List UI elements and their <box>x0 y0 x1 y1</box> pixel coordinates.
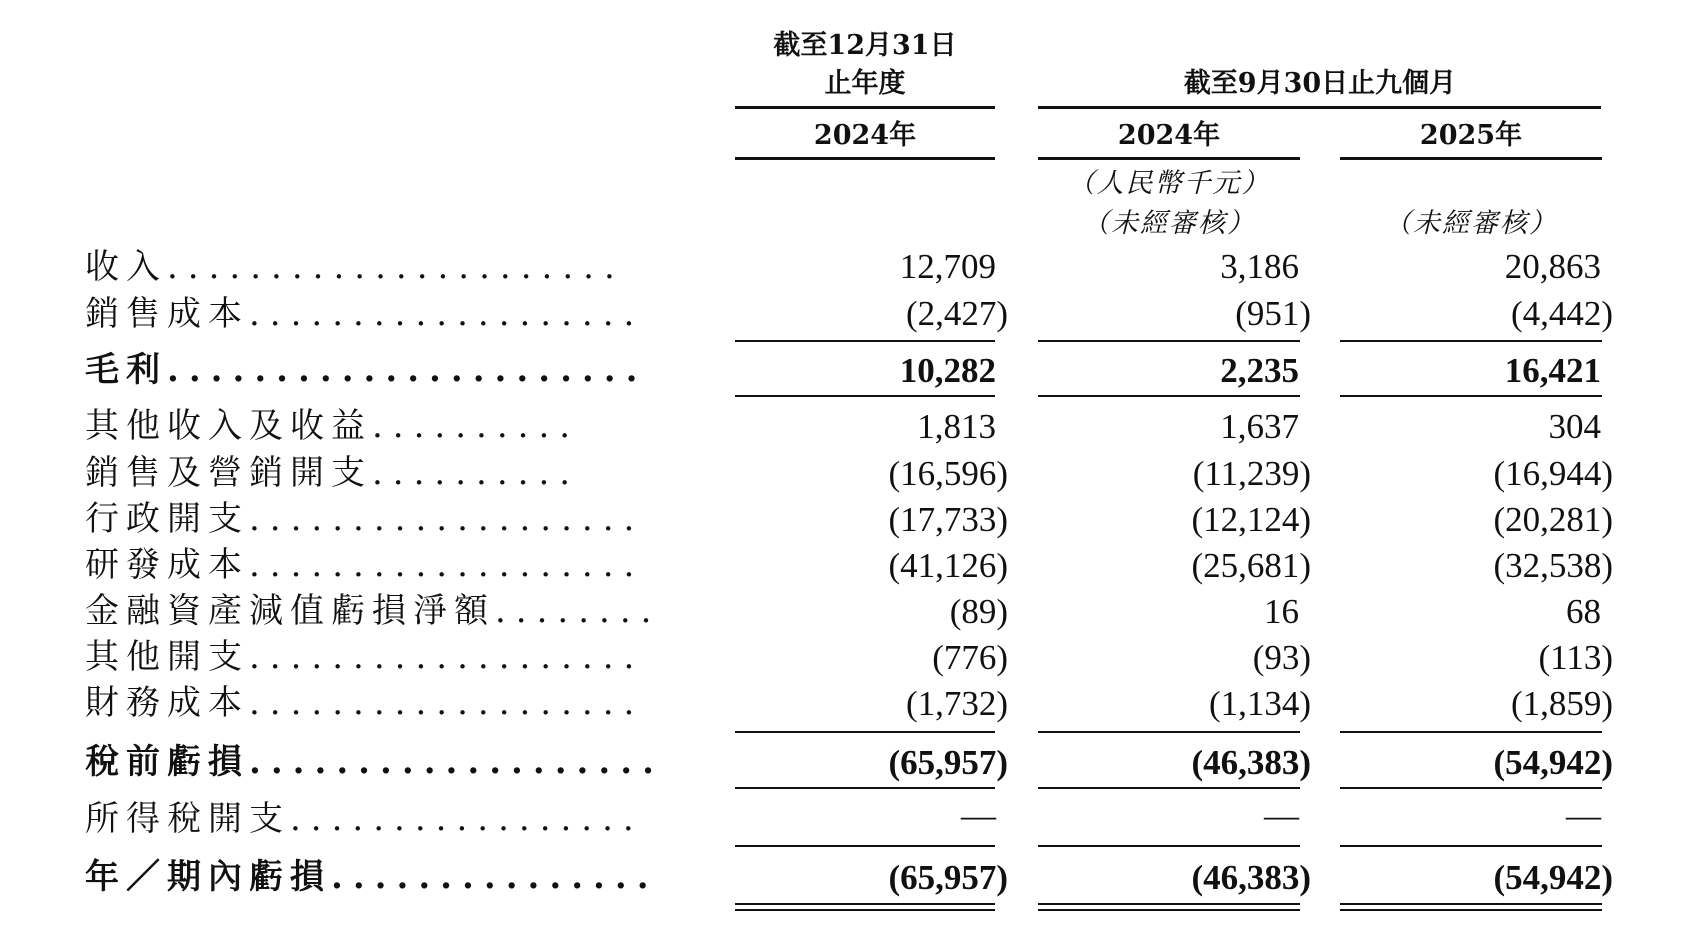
subtotal-rule-col2 <box>1038 340 1300 342</box>
header-col3-year: 2025年 <box>1419 120 1523 151</box>
row-admin-expenses-col3: (20,281) <box>1493 500 1613 539</box>
net-loss-rule-top-col3 <box>1340 845 1602 847</box>
gross-profit-rule-col3 <box>1340 395 1602 397</box>
row-selling-expenses-col3: (16,944) <box>1493 454 1613 493</box>
header-year-end-line2: 止年度 <box>824 68 906 99</box>
row-label-impairment: 金融資產減值虧損淨額........ <box>85 591 662 631</box>
row-loss-before-tax-col2: (46,383) <box>1191 743 1311 782</box>
row-revenue-col1: 12,709 <box>899 247 996 286</box>
row-label-rd-costs: 研發成本................... <box>85 545 645 585</box>
row-admin-expenses-col1: (17,733) <box>888 500 1008 539</box>
loss-before-tax-rule-bottom-col3 <box>1340 787 1602 789</box>
row-label-other-expenses: 其他開支................... <box>85 637 645 677</box>
row-impairment-col2: 16 <box>1264 592 1299 631</box>
net-loss-rule-top-col1 <box>735 845 995 847</box>
header-rule-col1-top <box>735 106 995 109</box>
row-cost-of-sales-col3: (4,442) <box>1510 294 1613 333</box>
row-loss-before-tax-col1: (65,957) <box>888 743 1008 782</box>
header-col1-year: 2024年 <box>813 120 917 151</box>
row-selling-expenses-col2: (11,239) <box>1192 454 1311 493</box>
gross-profit-rule-col2 <box>1038 395 1300 397</box>
header-rule-col2-bottom <box>1038 157 1300 160</box>
row-other-income-col2: 1,637 <box>1220 407 1299 446</box>
row-finance-costs-col1: (1,732) <box>905 684 1008 723</box>
loss-before-tax-rule-bottom-col1 <box>735 787 995 789</box>
row-net-loss-col2: (46,383) <box>1191 858 1311 897</box>
row-gross-profit-col1: 10,282 <box>899 351 996 390</box>
row-income-tax-col3: — <box>1566 796 1601 835</box>
row-other-expenses-col3: (113) <box>1538 638 1613 677</box>
row-rd-costs-col1: (41,126) <box>888 546 1008 585</box>
row-gross-profit-col3: 16,421 <box>1504 351 1601 390</box>
loss-before-tax-rule-bottom-col2 <box>1038 787 1300 789</box>
header-rule-col23-top <box>1038 106 1601 109</box>
row-other-income-col3: 304 <box>1548 407 1601 446</box>
row-label-gross-profit: 毛利...................... <box>85 350 648 390</box>
unaudited-note-col2: （未經審核） <box>1082 208 1256 239</box>
row-label-net-loss: 年／期內虧損............... <box>85 857 659 897</box>
header-col2-year: 2024年 <box>1117 120 1221 151</box>
row-label-cost-of-sales: 銷售成本................... <box>85 294 645 334</box>
row-net-loss-col1: (65,957) <box>888 858 1008 897</box>
row-other-expenses-col2: (93) <box>1252 638 1311 677</box>
loss-before-tax-rule-top-col3 <box>1340 731 1602 733</box>
row-label-loss-before-tax: 稅前虧損................... <box>85 742 664 782</box>
row-finance-costs-col3: (1,859) <box>1510 684 1613 723</box>
row-other-income-col1: 1,813 <box>917 407 996 446</box>
header-rule-col3-bottom <box>1340 157 1602 160</box>
row-label-revenue: 收入...................... <box>85 247 625 287</box>
row-revenue-col3: 20,863 <box>1504 247 1601 286</box>
row-revenue-col2: 3,186 <box>1220 247 1299 286</box>
subtotal-rule-col1 <box>735 340 995 342</box>
row-gross-profit-col2: 2,235 <box>1220 351 1299 390</box>
row-impairment-col3: 68 <box>1566 592 1601 631</box>
header-year-end-line1: 截至12月31日 <box>773 30 957 61</box>
row-other-expenses-col1: (776) <box>932 638 1008 677</box>
row-label-income-tax: 所得稅開支................. <box>85 799 644 839</box>
row-loss-before-tax-col3: (54,942) <box>1493 743 1613 782</box>
row-label-selling-expenses: 銷售及營銷開支.......... <box>85 453 581 493</box>
gross-profit-rule-col1 <box>735 395 995 397</box>
net-loss-double-rule-col2 <box>1038 903 1300 911</box>
row-rd-costs-col2: (25,681) <box>1191 546 1311 585</box>
header-rule-col1-bottom <box>735 157 995 160</box>
row-admin-expenses-col2: (12,124) <box>1191 500 1311 539</box>
subtotal-rule-col3 <box>1340 340 1602 342</box>
row-label-finance-costs: 財務成本................... <box>85 683 645 723</box>
loss-before-tax-rule-top-col1 <box>735 731 995 733</box>
row-cost-of-sales-col2: (951) <box>1235 294 1311 333</box>
row-label-admin-expenses: 行政開支................... <box>85 499 645 539</box>
unit-note: （人民幣千元） <box>1067 168 1271 199</box>
row-impairment-col1: (89) <box>949 592 1008 631</box>
loss-before-tax-rule-top-col2 <box>1038 731 1300 733</box>
row-cost-of-sales-col1: (2,427) <box>905 294 1008 333</box>
row-rd-costs-col3: (32,538) <box>1493 546 1613 585</box>
header-nine-months: 截至9月30日止九個月 <box>1183 68 1457 99</box>
row-income-tax-col1: — <box>961 796 996 835</box>
row-finance-costs-col2: (1,134) <box>1208 684 1311 723</box>
unaudited-note-col3: （未經審核） <box>1384 208 1558 239</box>
row-net-loss-col3: (54,942) <box>1493 858 1613 897</box>
net-loss-double-rule-col1 <box>735 903 995 911</box>
net-loss-double-rule-col3 <box>1340 903 1602 911</box>
row-selling-expenses-col1: (16,596) <box>888 454 1008 493</box>
row-label-other-income: 其他收入及收益.......... <box>85 406 581 446</box>
row-income-tax-col2: — <box>1264 796 1299 835</box>
net-loss-rule-top-col2 <box>1038 845 1300 847</box>
